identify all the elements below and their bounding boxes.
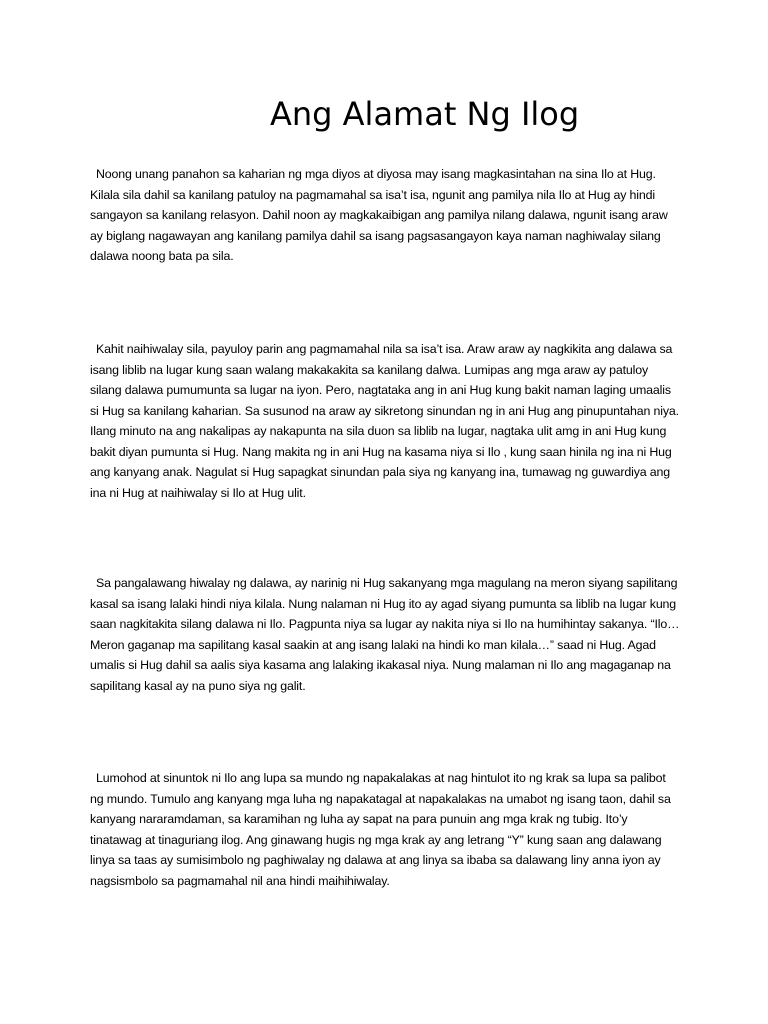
paragraph-2: Kahit naihiwalay sila, payuloy parin ang pagmamahal nila sa isa’t isa. Araw araw ay nagkikita ang dalawa sa isang liblib na lugar kung saan walang makakakita sa kanilang dalwa. Lumipas ang mga araw ay patuloy silang dalawa pumumunta sa lugar na iyon. Pero, nagtataka ang in ani Hug kung bakit naman laging umaalis si Hug sa kanilang kaharian. Sa susunod na araw ay sikretong sinundan ng in ani Hug ang pinupuntahan niya. Ilang minuto na ang nakalipas ay nakapunta na sila duon sa liblib na lugar, nagtaka ulit amg in ani Hug kung bakit diyan pumunta si Hug. Nang makita ng in ani Hug na kasama niya si Ilo , kung saan hinila ng ina ni Hug ang kanyang anak. Nagulat si Hug sapagkat sinundan pala siya ng kanyang ina, tumawag ng guwardiya ang ina ni Hug at naihiwalay si Ilo at Hug ulit. (90, 342, 679, 500)
paragraph-1: Noong unang panahon sa kaharian ng mga diyos at diyosa may isang magkasintahan na sina Ilo at Hug. Kilala sila dahil sa kanilang patuloy na pagmamahal sa isa’t isa, ngunit ang pamilya nila Ilo at Hug ay hindi sangayon sa kanilang relasyon. Dahil noon ay magkakaibigan ang pamilya nilang dalawa, ngunit isang araw ay biglang nagawayan ang kanilang pamilya dahil sa isang pagsasangayon kaya naman naghiwalay silang dalawa noong bata pa sila. (90, 167, 668, 263)
page-title: Ang Alamat Ng Ilog (270, 95, 580, 133)
paragraph-3: Sa pangalawang hiwalay ng dalawa, ay narinig ni Hug sakanyang mga magulang na meron siyang sapilitang kasal sa isang lalaki hindi niya kilala. Nung nalaman ni Hug ito ay agad siyang pumunta sa liblib na lugar kung saan nagkitakita silang dalawa ni Ilo. Pagpunta niya sa lugar ay nakita niya si Ilo na humihintay sakanya. “Ilo… Meron gaganap ma sapilitang kasal saakin at ang isang lalaki na hindi ko man kilala…” saad ni Hug. Agad umalis si Hug dahil sa aalis siya kasama ang lalaking ikakasal niya. Nung malaman ni Ilo ang magaganap na sapilitang kasal ay na puno siya ng galit. (90, 576, 680, 693)
paragraph-4: Lumohod at sinuntok ni Ilo ang lupa sa mundo ng napakalakas at nag hintulot ito ng krak sa lupa sa palibot ng mundo. Tumulo ang kanyang mga luha ng napakatagal at napakalakas na umabot ng isang taon, dahil sa kanyang nararamdaman, sa karamihan ng luha ay sapat na para punuin ang mga krak ng tubig. Ito’y tinatawag at tinaguriang ilog. Ang ginawang hugis ng mga krak ay ang letrang “Y” kung saan ang dalawang linya sa taas ay sumisimbolo ng paghiwalay ng dalawa at ang linya sa ibaba sa dalawang liny anna iyon ay nagsismbolo sa pagmamahal nil ana hindi maihihiwalay. (90, 771, 671, 888)
